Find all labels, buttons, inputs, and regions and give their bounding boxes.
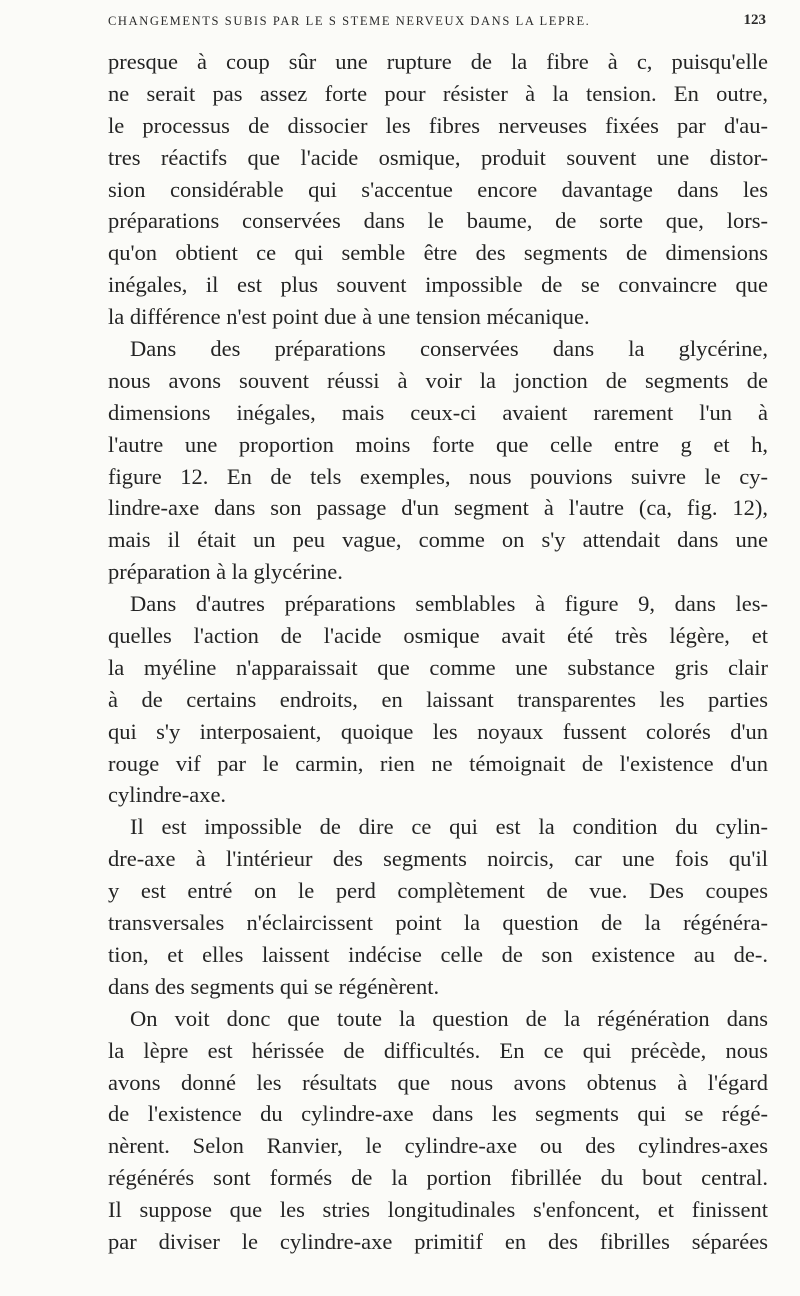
text-line: lindre-axe dans son passage d'un segment à l'autre (ca, fig. 12), [108,495,768,521]
text-line: Il suppose que les stries longitudinales s'enfoncent, et finissent [108,1197,768,1223]
text-line: qui s'y interposaient, quoique les noyaux fussent colorés d'un [108,718,768,744]
text-line: régénérés sont formés de la portion fibrillée du bout central. [108,1165,768,1191]
text-line: la lèpre est hérissée de difficultés. En ce qui précède, nous [108,1037,768,1063]
text-line: y est entré on le perd complètement de vue. Des coupes [108,878,768,904]
text-line: mais il était un peu vague, comme on s'y attendait dans une [108,527,768,553]
page-number: 123 [743,12,766,28]
text-line: de l'existence du cylindre-axe dans les segments qui se régé- [108,1101,768,1127]
text-line: presque à coup sûr une rupture de la fibre à c, puisqu'elle [108,49,768,74]
text-line: Il est impossible de dire ce qui est la condition du cylin- [130,814,768,840]
text-line: préparation à la glycérine. [108,559,343,585]
text-line: qu'on obtient ce qui semble être des segments de dimensions [108,240,768,266]
body-text [108,46,768,1258]
text-line: nous avons souvent réussi à voir la jonction de segments de [108,367,768,393]
text-line: dre-axe à l'intérieur des segments noircis, car une fois qu'il [108,846,768,872]
text-line: à de certains endroits, en laissant transparentes les parties [108,686,768,712]
text-line: l'autre une proportion moins forte que celle entre g et h, [108,431,768,457]
text-line: préparations conservées dans le baume, de sorte que, lors- [108,208,768,234]
text-line: la différence n'est point due à une tension mécanique. [108,304,590,330]
text-line: inégales, il est plus souvent impossible de se convaincre que [108,272,768,298]
text-line: avons donné les résultats que nous avons obtenus à l'égard [108,1069,768,1095]
text-line: tres réactifs que l'acide osmique, produit souvent une distor- [108,144,768,170]
text-line: sion considérable qui s'accentue encore davantage dans les [108,176,768,202]
text-line: tion, et elles laissent indécise celle de son existence au de-. [108,941,768,967]
text-line: transversales n'éclaircissent point la question de la régénéra- [108,910,768,936]
text-line: On voit donc que toute la question de la régénération dans [130,1005,768,1031]
text-line: dans des segments qui se régénèrent. [108,973,440,999]
text-line: nèrent. Selon Ranvier, le cylindre-axe ou des cylindres-axes [108,1133,768,1159]
running-title: CHANGEMENTS SUBIS PAR LE S STEME NERVEUX DANS LA LEPRE. [108,14,591,28]
text-line: dimensions inégales, mais ceux-ci avaient rarement l'un à [108,399,768,425]
text-line: ne serait pas assez forte pour résister à la tension. En outre, [108,80,768,106]
text-line: rouge vif par le carmin, rien ne témoignait de l'existence d'un [108,750,768,776]
text-line: la myéline n'apparaissait que comme une substance gris clair [108,654,768,680]
text-line: cylindre-axe. [108,782,227,808]
text-line: Dans d'autres préparations semblables à figure 9, dans les- [130,591,768,617]
text-line: figure 12. En de tels exemples, nous pouvions suivre le cy- [108,463,768,489]
running-header [108,12,766,34]
text-line: le processus de dissocier les fibres nerveuses fixées par d'au- [108,112,768,138]
text-line: quelles l'action de l'acide osmique avait été très légère, et [108,623,768,649]
text-line: par diviser le cylindre-axe primitif en des fibrilles séparées [108,1228,768,1254]
text-line: Dans des préparations conservées dans la glycérine, [130,336,768,362]
